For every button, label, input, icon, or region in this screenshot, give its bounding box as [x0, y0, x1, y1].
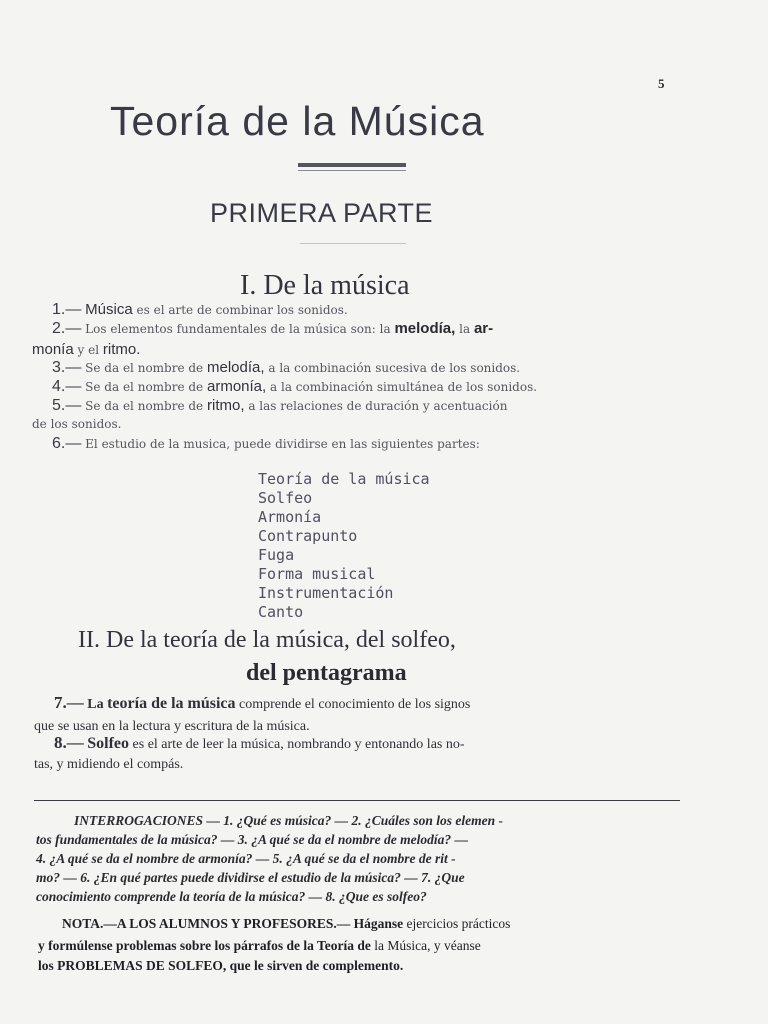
interrogaciones-line: conocimiento comprende la teoría de la música? — 8. ¿Que es solfeo?: [36, 889, 427, 904]
item-number: 3.—: [52, 359, 82, 376]
keyword-armonia: armonía,: [207, 378, 267, 395]
item-text: Se da el nombre de: [85, 399, 204, 413]
item-7: [54, 694, 470, 714]
interrogaciones-line: 4. ¿A qué se da el nombre de armonía? — 5. ¿A qué se da el nombre de rit -: [36, 851, 456, 866]
item-8: [54, 734, 465, 754]
music-parts-list: [258, 470, 478, 622]
item-text: Los elementos fundamentales de la música son: la: [85, 322, 391, 336]
item-text: comprende el conocimiento de los signos: [239, 697, 471, 712]
item-5: [52, 398, 507, 414]
list-item: Canto: [258, 603, 304, 621]
interrogaciones-line: tos fundamentales de la música? — 3. ¿A qué se da el nombre de melodía? —: [36, 832, 468, 847]
nota-line: [62, 914, 510, 933]
keyword-armonia-end: monía: [32, 341, 74, 358]
title-rule: [298, 163, 406, 167]
item-number: 6.—: [52, 435, 82, 452]
section2-heading: II. De la teoría de la música, del solfeo,: [78, 627, 456, 653]
item-8-cont: tas, y midiendo el compás.: [34, 757, 184, 772]
list-item: Contrapunto: [258, 527, 358, 545]
item-text: La: [87, 697, 104, 712]
keyword-solfeo: Solfeo: [87, 735, 130, 752]
item-number: 1.—: [52, 301, 82, 318]
list-item: Forma musical: [258, 565, 376, 583]
item-2: [52, 321, 493, 337]
item-text: Se da el nombre de: [85, 380, 204, 394]
section-divider: [34, 800, 680, 801]
part-heading: PRIMERA PARTE: [210, 198, 434, 228]
item-text: y el: [77, 343, 100, 357]
nota-text: y formúlense problemas sobre los párrafos de la Teoría de: [38, 938, 371, 953]
nota-text: la Música, y véanse: [374, 938, 481, 953]
nota-line: [38, 936, 481, 955]
item-text: Se da el nombre de: [85, 361, 204, 375]
item-1: [52, 302, 348, 318]
list-item: Armonía: [258, 508, 322, 526]
keyword-ritmo: ritmo,: [207, 397, 245, 414]
item-text: la: [459, 322, 471, 336]
item-number: 7.—: [54, 693, 84, 712]
list-item: Teoría de la música: [258, 470, 430, 488]
item-5-cont: de los sonidos.: [32, 417, 122, 431]
list-item: Instrumentación: [258, 584, 394, 602]
item-2-cont: [32, 342, 140, 358]
interrogaciones-line: mo? — 6. ¿En qué partes puede dividirse el estudio de la música? — 7. ¿Que: [36, 870, 465, 885]
item-text: a la combinación sucesiva de los sonidos.: [268, 361, 521, 375]
item-text: a la combinación simultánea de los sonidos.: [270, 380, 538, 394]
keyword-musica: Música: [85, 301, 133, 318]
keyword-ritmo: ritmo.: [102, 341, 141, 358]
item-text: El estudio de la musica, puede dividirse en las siguientes partes:: [85, 437, 480, 451]
section2-heading-cont: del pentagrama: [246, 660, 407, 686]
page-title: Teoría de la Música: [110, 98, 485, 144]
keyword-melodia: melodía,: [394, 320, 456, 337]
item-number: 8.—: [54, 733, 84, 752]
item-6: [52, 436, 480, 452]
item-text: es el arte de combinar los sonidos.: [136, 303, 348, 317]
part-rule: [300, 243, 406, 244]
nota-heading: NOTA.—A LOS ALUMNOS Y PROFESORES.— Háganse: [62, 916, 404, 931]
page-number: 5: [658, 76, 665, 91]
item-4: [52, 379, 537, 395]
item-3: [52, 360, 520, 376]
item-number: 2.—: [52, 320, 82, 337]
list-item: Fuga: [258, 546, 295, 564]
item-number: 5.—: [52, 397, 82, 414]
item-7-cont: que se usan en la lectura y escritura de la música.: [34, 719, 310, 734]
nota-text: ejercicios prácticos: [406, 916, 511, 931]
item-text: es el arte de leer la música, nombrando y entonando las no-: [132, 737, 465, 752]
list-item: Solfeo: [258, 489, 313, 507]
keyword-teoria: teoría de la música: [107, 695, 236, 712]
item-text: a las relaciones de duración y acentuación: [248, 399, 508, 413]
title-rule-thin: [298, 170, 406, 171]
section1-heading: I. De la música: [240, 270, 410, 301]
item-number: 4.—: [52, 378, 82, 395]
keyword-melodia: melodía,: [207, 359, 265, 376]
interrogaciones-line: INTERROGACIONES — 1. ¿Qué es música? — 2. ¿Cuáles son los elemen -: [74, 813, 504, 828]
nota-line: los PROBLEMAS DE SOLFEO, que le sirven de complemento.: [38, 958, 404, 973]
keyword-armonia-start: ar-: [473, 320, 494, 337]
